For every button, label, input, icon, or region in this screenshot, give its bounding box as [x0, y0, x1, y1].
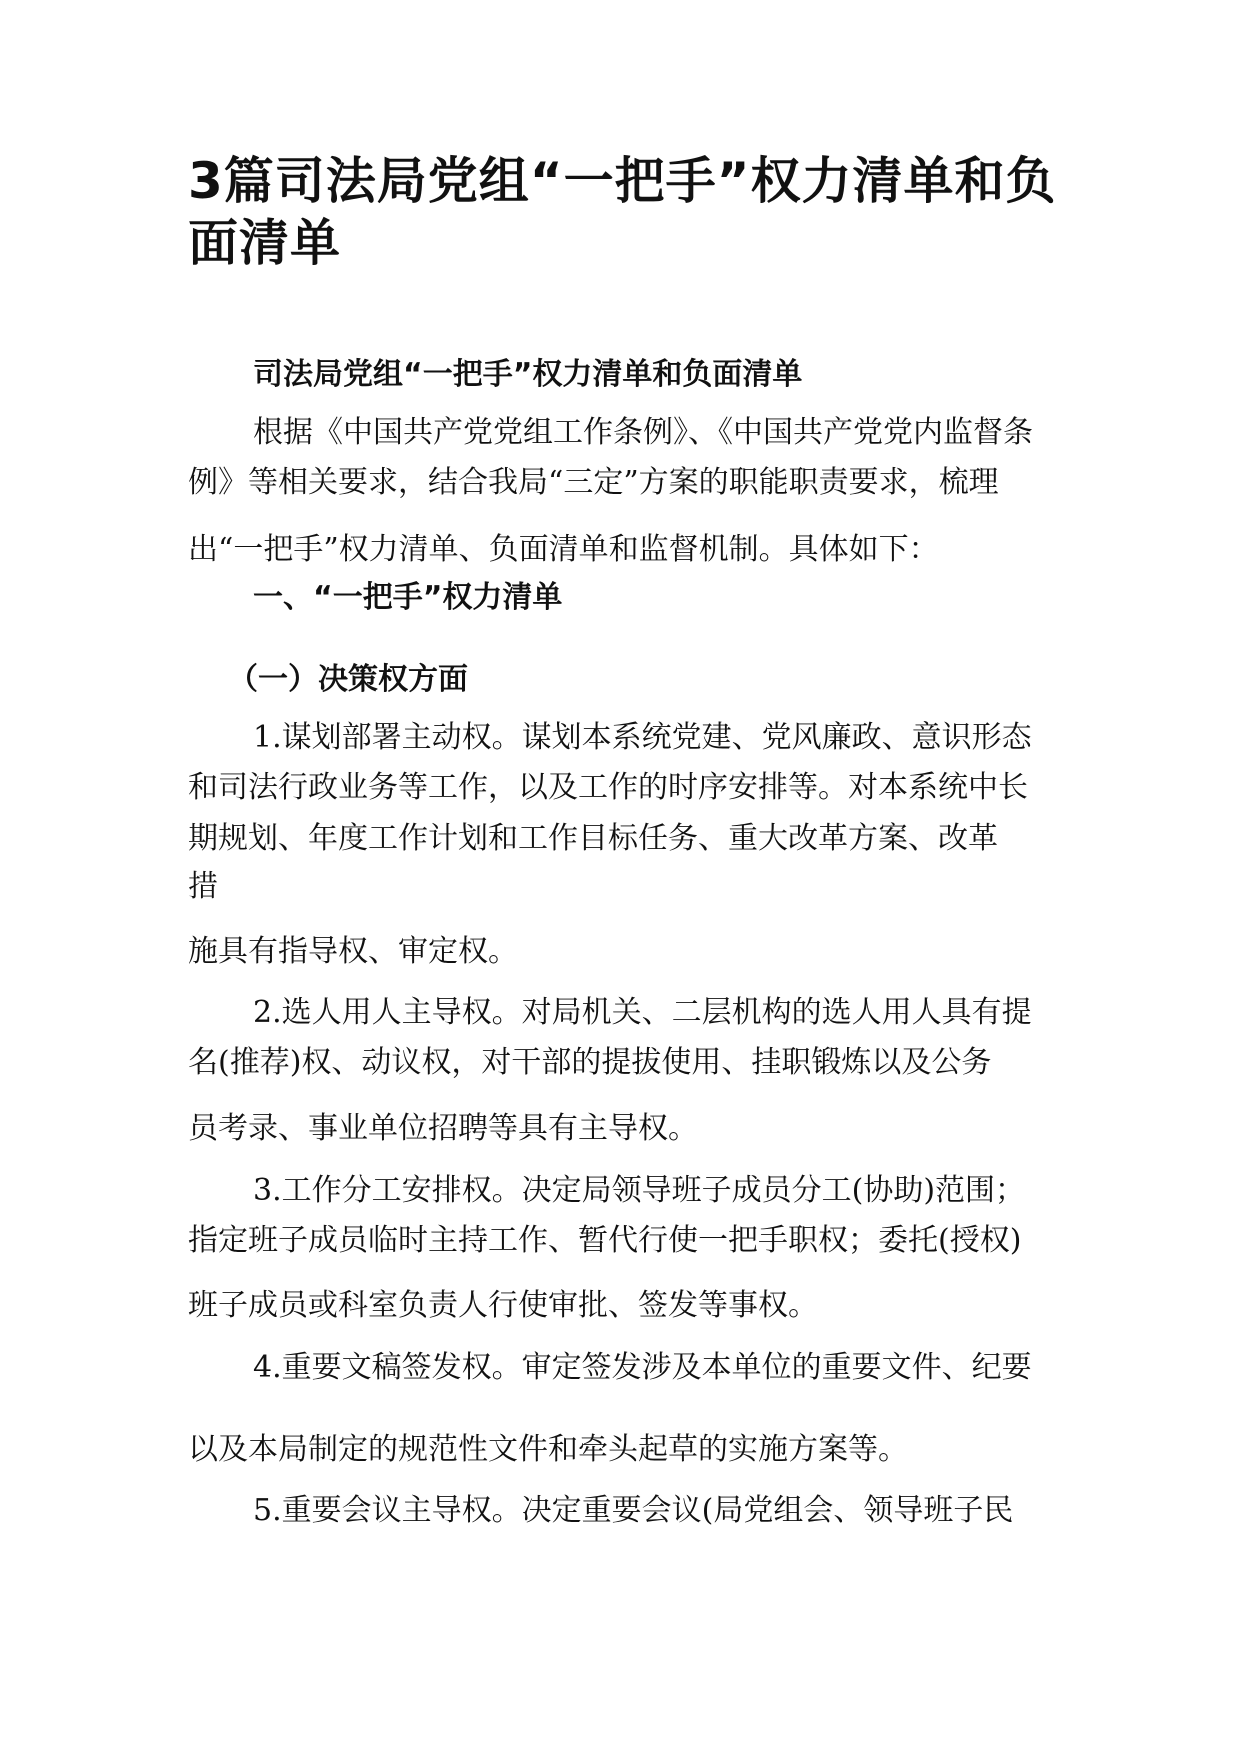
subsection-heading-1: （一）决策权方面	[228, 662, 468, 697]
item-3-line-3: 班子成员或科室负责人行使审批、签发等事权。	[188, 1288, 818, 1323]
item-3-line-2: 指定班子成员临时主持工作、暂代行使一把手职权；委托(授权)	[188, 1223, 1022, 1258]
intro-line-3: 出“一把手”权力清单、负面清单和监督机制。具体如下：	[188, 532, 939, 567]
item-1-line-1: 1.谋划部署主动权。谋划本系统党建、党风廉政、意识形态	[253, 720, 1032, 755]
item-1-line-4: 措	[188, 869, 218, 904]
item-2-line-1: 2.选人用人主导权。对局机关、二层机构的选人用人具有提	[253, 995, 1032, 1030]
item-2-line-2: 名(推荐)权、动议权，对干部的提拔使用、挂职锻炼以及公务	[188, 1045, 992, 1080]
item-1-line-5: 施具有指导权、审定权。	[188, 934, 518, 969]
intro-line-1: 根据《中国共产党党组工作条例》、《中国共产党党内监督条	[253, 415, 1033, 450]
item-3-line-1: 3.工作分工安排权。决定局领导班子成员分工(协助)范围；	[253, 1173, 1026, 1208]
item-4-line-2: 以及本局制定的规范性文件和牵头起草的实施方案等。	[188, 1432, 908, 1467]
item-1-line-2: 和司法行政业务等工作，以及工作的时序安排等。对本系统中长	[188, 770, 1028, 805]
item-4-line-1: 4.重要文稿签发权。审定签发涉及本单位的重要文件、纪要	[253, 1350, 1032, 1385]
section-heading-1: 一、“一把手”权力清单	[253, 580, 563, 615]
intro-line-2: 例》等相关要求，结合我局“三定”方案的职能职责要求，梳理	[188, 465, 999, 500]
item-2-line-3: 员考录、事业单位招聘等具有主导权。	[188, 1111, 698, 1146]
item-5-line-1: 5.重要会议主导权。决定重要会议(局党组会、领导班子民	[253, 1493, 1014, 1528]
document-title: 3篇司法局党组“一把手”权力清单和负面清单	[188, 152, 1057, 272]
document-subtitle: 司法局党组“一把手”权力清单和负面清单	[253, 357, 803, 392]
item-1-line-3: 期规划、年度工作计划和工作目标任务、重大改革方案、改革	[188, 821, 998, 856]
